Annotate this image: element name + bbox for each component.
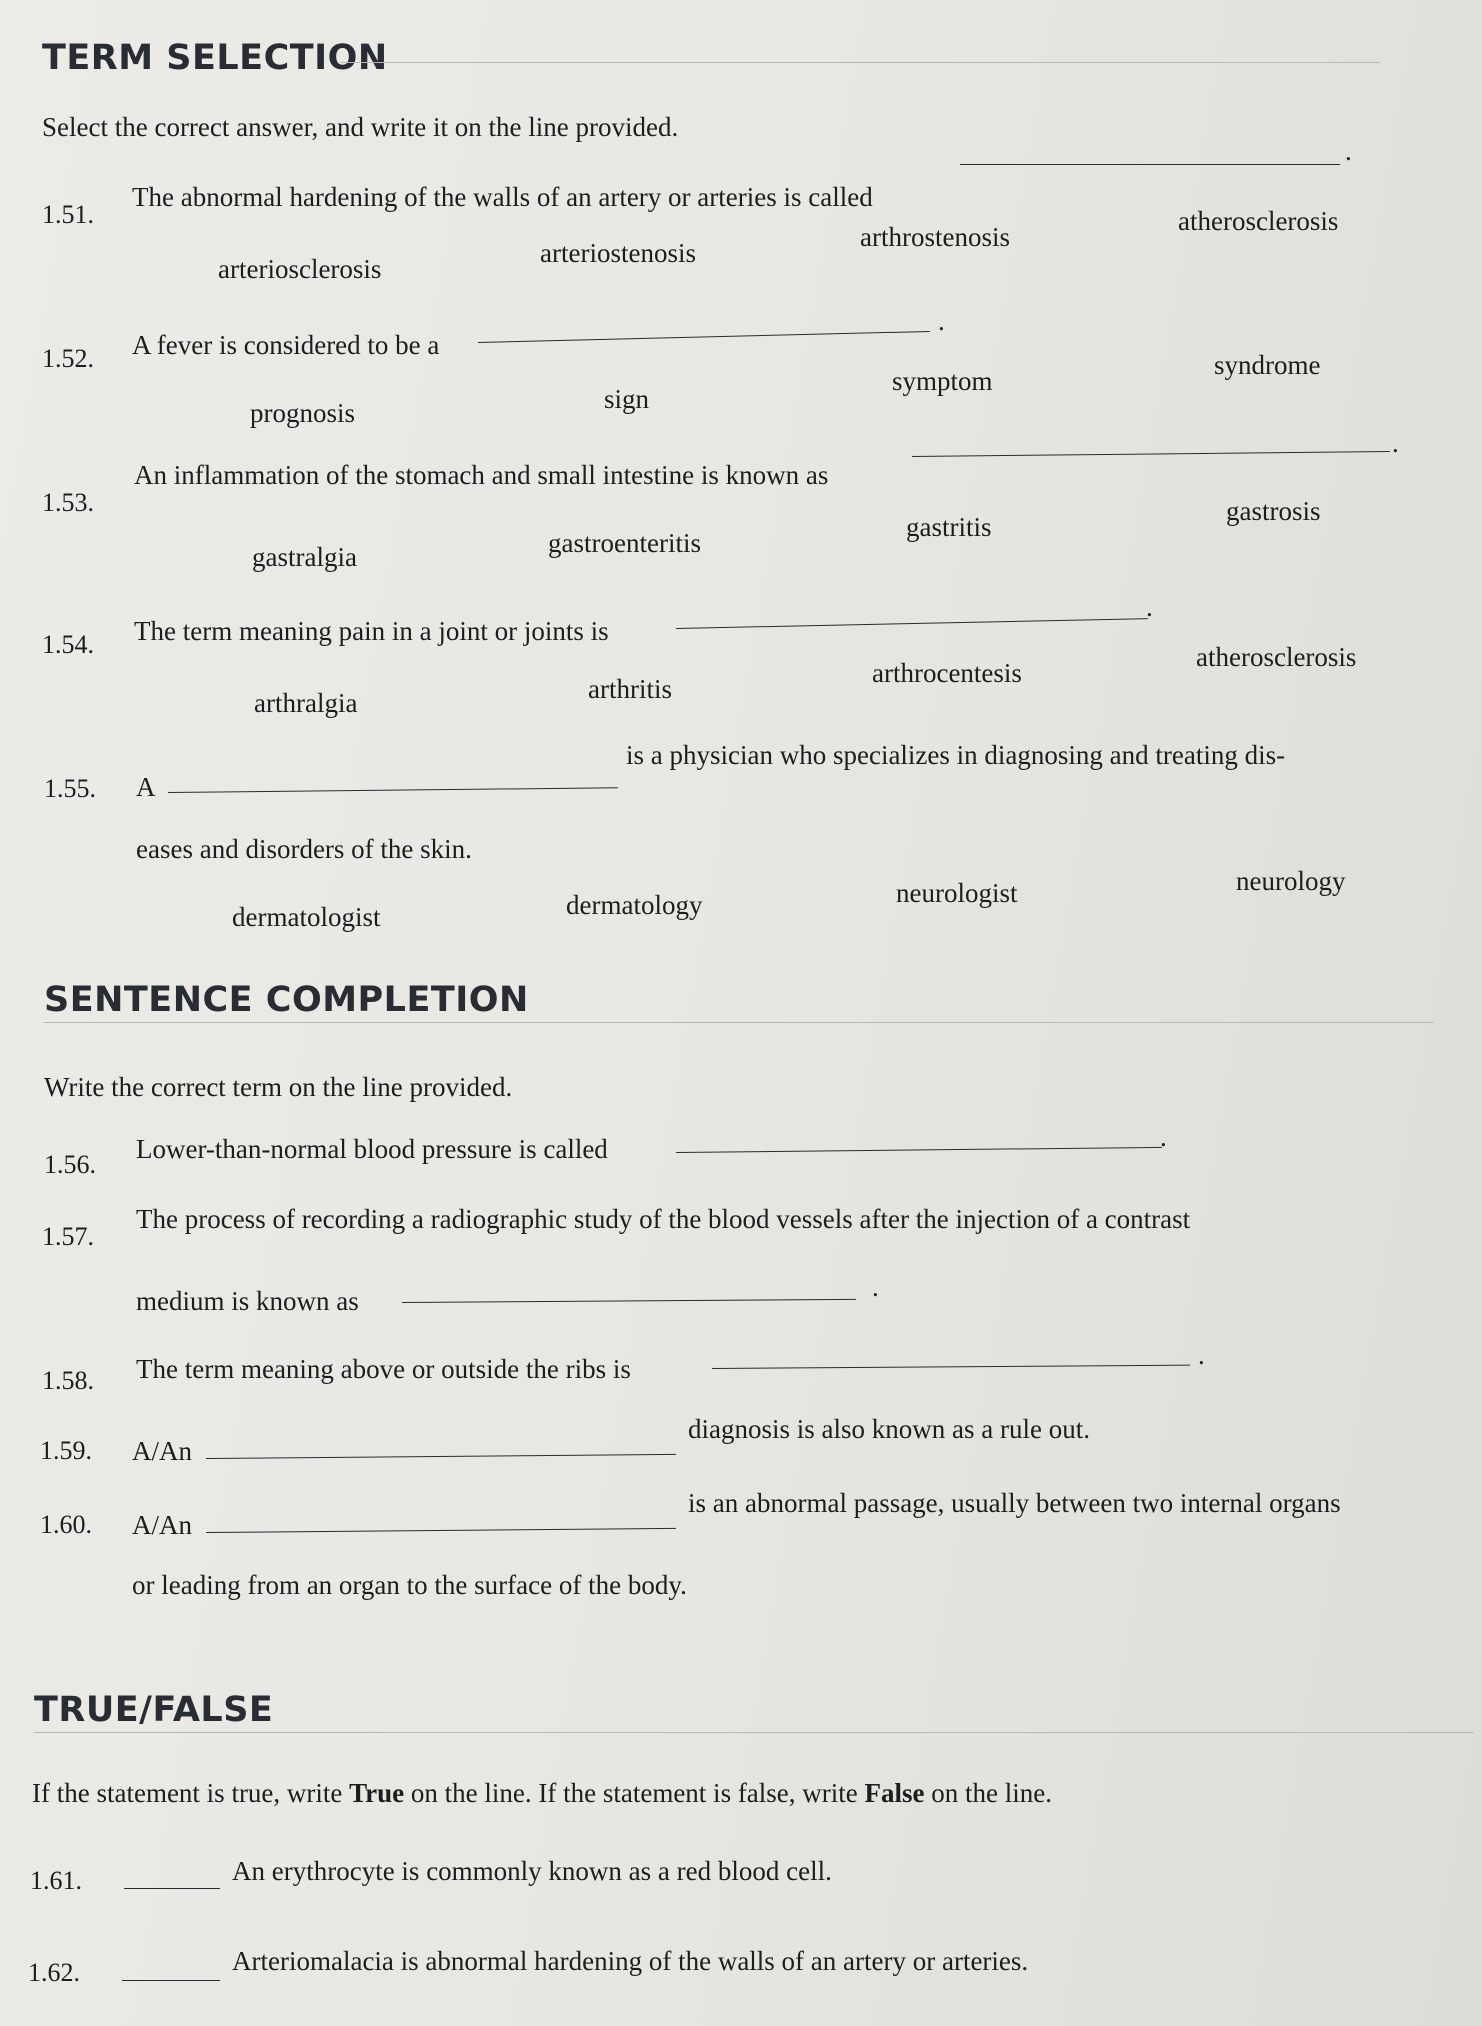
instructions-part: If the statement is true, write bbox=[32, 1778, 343, 1808]
question-text: is a physician who specializes in diagnosing and treating dis- bbox=[626, 740, 1286, 770]
question-text: diagnosis is also known as a rule out. bbox=[688, 1414, 1090, 1444]
answer-option: neurology bbox=[1236, 866, 1346, 896]
question-text: A fever is considered to be a bbox=[132, 330, 440, 360]
answer-option: dermatology bbox=[566, 890, 703, 920]
section-rule bbox=[34, 1732, 1474, 1733]
answer-option: symptom bbox=[892, 366, 993, 396]
answer-option: gastrosis bbox=[1226, 496, 1321, 526]
instructions-part: on the line. If the statement is false, write bbox=[410, 1778, 858, 1808]
answer-option: gastralgia bbox=[252, 542, 357, 572]
question-text: The abnormal hardening of the walls of an artery or arteries is called bbox=[132, 182, 873, 212]
question-number: 1.54. bbox=[42, 630, 94, 659]
true-false-heading: TRUE/FALSE bbox=[34, 1690, 274, 1730]
true-false-instructions bbox=[32, 1778, 1052, 1809]
sentence-completion-instructions: Write the correct term on the line provided. bbox=[44, 1072, 513, 1102]
answer-option: atherosclerosis bbox=[1196, 642, 1357, 672]
section-rule bbox=[340, 62, 1380, 63]
question-text: The term meaning pain in a joint or joints is bbox=[134, 616, 609, 646]
question-text: The process of recording a radiographic study of the blood vessels after the injection of a contrast bbox=[136, 1204, 1191, 1234]
question-text: The term meaning above or outside the ribs is bbox=[136, 1354, 631, 1384]
answer-line[interactable] bbox=[478, 331, 930, 343]
question-number: 1.53. bbox=[42, 488, 94, 517]
question-number: 1.51. bbox=[42, 200, 94, 229]
question-text: An erythrocyte is commonly known as a red blood cell. bbox=[232, 1856, 832, 1886]
question-prefix: A/An bbox=[132, 1510, 192, 1540]
false-keyword: False bbox=[864, 1778, 925, 1808]
term-selection-instructions: Select the correct answer, and write it on the line provided. bbox=[42, 112, 679, 142]
period: . bbox=[1198, 1340, 1205, 1370]
section-rule bbox=[44, 1022, 1434, 1023]
question-number: 1.60. bbox=[40, 1510, 92, 1539]
question-text: Arteriomalacia is abnormal hardening of the walls of an artery or arteries. bbox=[232, 1946, 1029, 1976]
question-text: An inflammation of the stomach and small intestine is known as bbox=[134, 460, 829, 490]
answer-line[interactable] bbox=[206, 1454, 676, 1459]
answer-line[interactable] bbox=[122, 1980, 220, 1981]
period: . bbox=[872, 1272, 879, 1302]
period: . bbox=[1392, 428, 1399, 458]
question-text: is an abnormal passage, usually between two internal organs bbox=[688, 1488, 1341, 1518]
question-number: 1.56. bbox=[44, 1150, 96, 1179]
question-number: 1.59. bbox=[40, 1436, 92, 1465]
question-number: 1.52. bbox=[42, 344, 94, 373]
period: . bbox=[1146, 592, 1153, 622]
answer-option: arthrocentesis bbox=[872, 658, 1022, 688]
answer-option: gastroenteritis bbox=[548, 528, 701, 558]
answer-line[interactable] bbox=[676, 1147, 1162, 1153]
instructions-part: on the line. bbox=[931, 1778, 1052, 1808]
question-number: 1.55. bbox=[44, 774, 96, 803]
answer-option: arthritis bbox=[588, 674, 672, 704]
question-text-continued: or leading from an organ to the surface of the body. bbox=[132, 1570, 687, 1600]
question-number: 1.61. bbox=[30, 1866, 82, 1895]
answer-line[interactable] bbox=[960, 164, 1340, 165]
question-text: Lower-than-normal blood pressure is called bbox=[136, 1134, 608, 1164]
answer-line[interactable] bbox=[712, 1365, 1190, 1369]
question-text-continued: eases and disorders of the skin. bbox=[136, 834, 472, 864]
question-text-continued: medium is known as bbox=[136, 1286, 359, 1316]
question-number: 1.58. bbox=[42, 1366, 94, 1395]
answer-option: sign bbox=[604, 384, 650, 414]
answer-option: gastritis bbox=[906, 512, 992, 542]
period: . bbox=[1345, 136, 1352, 166]
question-prefix: A bbox=[136, 772, 156, 802]
period: . bbox=[1160, 1122, 1167, 1152]
answer-option: neurologist bbox=[896, 878, 1018, 908]
period: . bbox=[938, 306, 945, 336]
answer-line[interactable] bbox=[676, 618, 1148, 629]
answer-line[interactable] bbox=[912, 451, 1390, 457]
question-prefix: A/An bbox=[132, 1436, 192, 1466]
answer-option: arteriosclerosis bbox=[218, 254, 382, 284]
answer-line[interactable] bbox=[402, 1299, 856, 1303]
answer-option: arthralgia bbox=[254, 688, 358, 718]
answer-line[interactable] bbox=[168, 787, 618, 793]
answer-option: atherosclerosis bbox=[1178, 206, 1339, 236]
question-number: 1.62. bbox=[28, 1958, 80, 1987]
answer-line[interactable] bbox=[206, 1528, 676, 1533]
answer-option: prognosis bbox=[250, 398, 356, 428]
term-selection-heading: TERM SELECTION bbox=[42, 38, 388, 78]
answer-option: arteriostenosis bbox=[540, 238, 696, 268]
answer-option: dermatologist bbox=[232, 902, 381, 932]
question-number: 1.57. bbox=[42, 1222, 94, 1251]
answer-line[interactable] bbox=[124, 1888, 220, 1889]
sentence-completion-heading: SENTENCE COMPLETION bbox=[44, 980, 529, 1020]
answer-option: arthrostenosis bbox=[860, 222, 1010, 252]
answer-option: syndrome bbox=[1214, 350, 1321, 380]
true-keyword: True bbox=[349, 1778, 405, 1808]
